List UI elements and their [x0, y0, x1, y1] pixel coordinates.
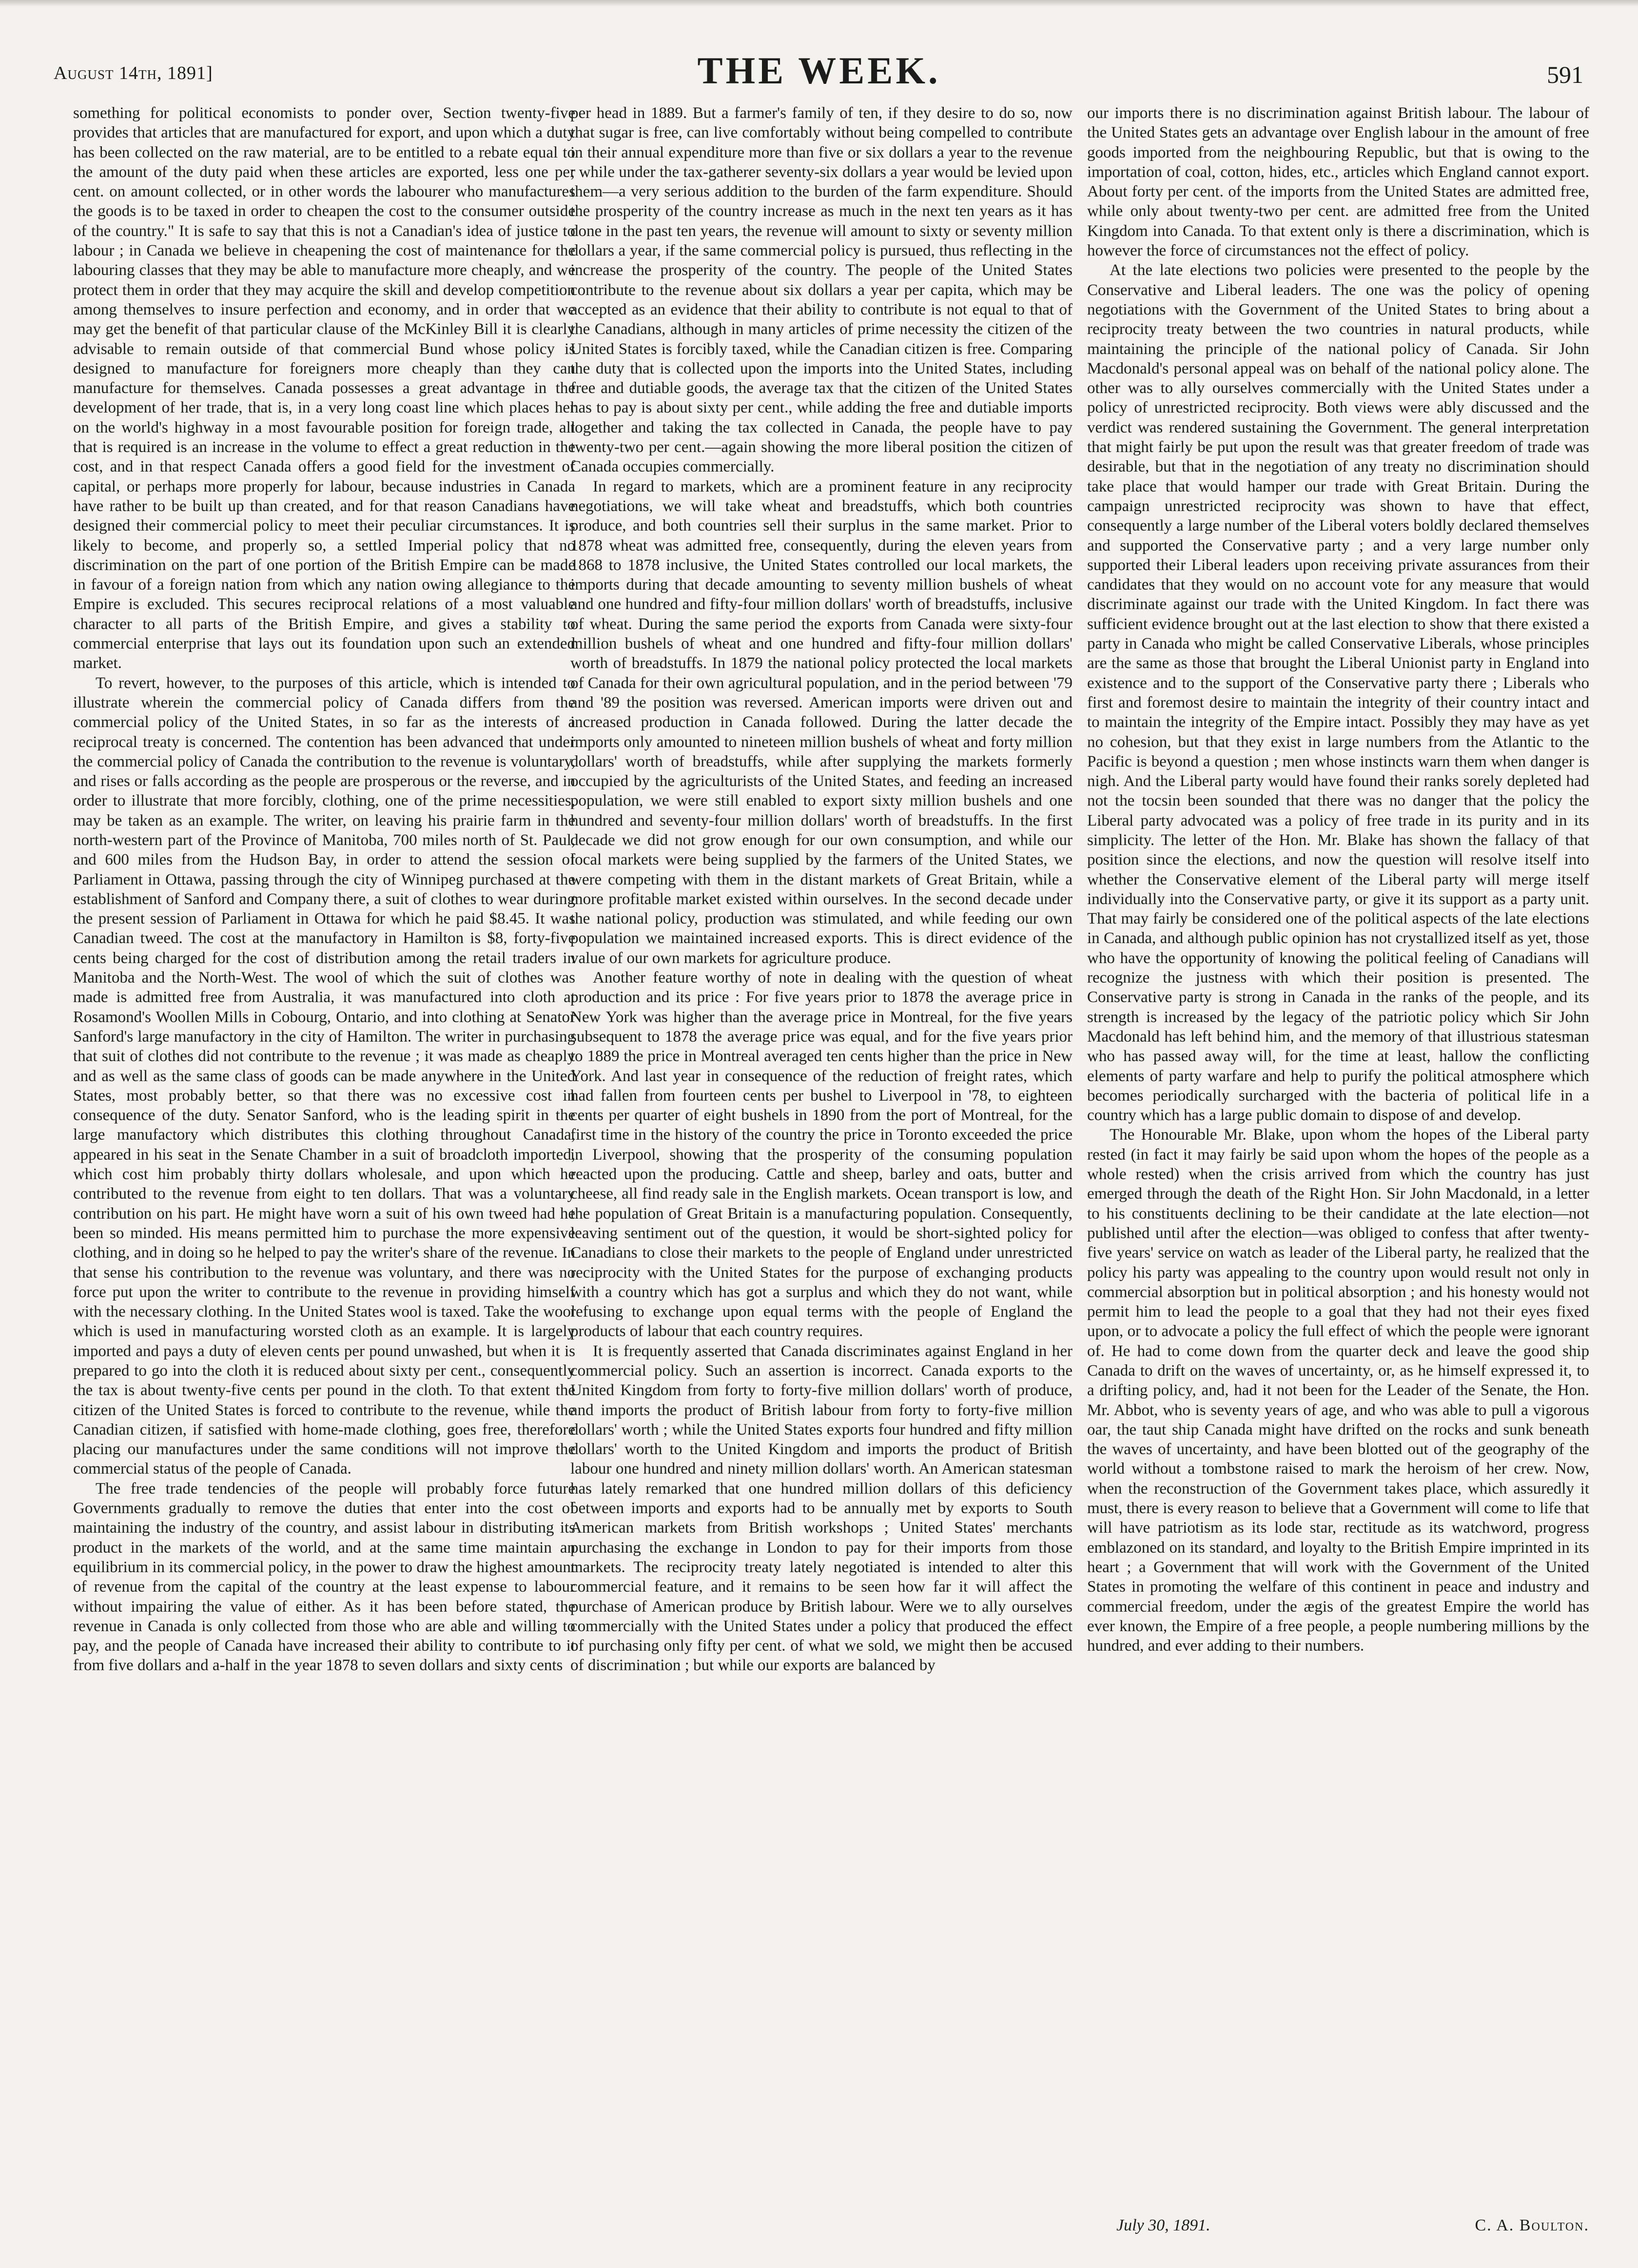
signature-author: C. A. Boulton.	[1475, 2216, 1589, 2234]
scan-edge	[0, 0, 1638, 7]
paragraph: our imports there is no discrimination against British labour. The labour of the United States gets an advantage over English labour in the amount of free goods imported from the neighbouring Republic, but that is owing to the importation of coal, cotton, hides, etc., articles which England cannot export. About forty per cent. of the imports from the United States are admitted free, while only about twenty-two per cent. are admitted free from the United Kingdom into Canada. To that extent only is there a discrimination, which is however the force of circumstances not the effect of policy.	[1087, 104, 1589, 260]
paragraph: To revert, however, to the purposes of this article, which is intended to illustrate wherein the commercial policy of Canada differs from the commercial policy of the United States, in so far as the interests of a reciprocal treaty is concerned. The contention has been advanced that under the commercial policy of Canada the contribution to the revenue is voluntary, and rises or falls according as the people are prosperous or the reverse, and in order to illustrate that more forcibly, clothing, one of the prime necessities, may be taken as an example. The writer, on leaving his prairie farm in the north-western part of the Province of Manitoba, 700 miles north of St. Paul, and 600 miles from the Hudson Bay, in order to attend the session of Parliament in Ottawa, passing through the city of Winnipeg purchased at the establishment of Sanford and Company there, a suit of clothes to wear during the present session of Parliament in Ottawa for which he paid $8.45. It was Canadian tweed. The cost at the manufactory in Hamilton is $8, forty-five cents being charged for the cost of distribution among the retail traders in Manitoba and the North-West. The wool of which the suit of clothes was made is admitted free from Australia, it was manufactured into cloth at Rosamond's Woollen Mills in Cobourg, Ontario, and into clothing at Senator Sanford's large manufactory in the city of Hamilton. The writer in purchasing that suit of clothes did not contribute to the revenue ; it was made as cheaply and as well as the same class of goods can be made anywhere in the United States, most probably better, so that there was no excessive cost in consequence of the duty. Senator Sanford, who is the leading spirit in the large manufactory which distributes this clothing throughout Canada, appeared in his seat in the Senate Chamber in a suit of broadcloth imported, which cost him probably thirty dollars wholesale, and upon which he contributed to the revenue from eight to ten dollars. That was a voluntary contribution on his part. He might have worn a suit of his own tweed had he been so minded. His means permitted him to purchase the more expensive clothing, and in doing so he helped to pay the writer's share of the revenue. In that sense his contribution to the revenue was voluntary, and there was no force put upon the writer to contribute to the revenue in providing himself with the necessary clothing. In the United States wool is taxed. Take the wool which is used in manufacturing worsted cloth as an example. It is largely imported and pays a duty of eleven cents per pound unwashed, but when it is prepared to go into the cloth it is reduced about sixty per cent., consequently the tax is about twenty-five cents per pound in the cloth. To that extent the citizen of the United States is forced to contribute to the revenue, while the Canadian citizen, if satisfied with home-made clothing, goes free, therefore placing our manufactures under the same conditions will not improve the commercial status of the people of Canada.	[73, 674, 575, 1478]
paragraph: The free trade tendencies of the people will probably force future Governments gradually to remove the duties that enter into the cost of maintaining the industry of the country, and assist labour in distributing its product in the markets of the world, and at the same time maintain an equilibrium in its commercial policy, in the power to draw the highest amount of revenue from the capital of the country at the least expense to labour without impairing the value of either. As it has been before stated, the revenue in Canada is only collected from those who are able and willing to pay, and the people of Canada have increased their ability to contribute to it from five dollars and a-half in the year 1878 to seven dollars and sixty cents	[73, 1479, 575, 1675]
paragraph: Another feature worthy of note in dealing with the question of wheat production and its price : For five years prior to 1878 the average price in New York was higher than the average price in Montreal, for the five years subsequent to 1878 the average price was equal, and for the five years prior to 1889 the price in Montreal averaged ten cents higher than the price in New York. And last year in consequence of the reduction of freight rates, which had fallen from fourteen cents per bushel to Liverpool in '78, to eighteen cents per quarter of eight bushels in 1890 from the port of Montreal, for the first time in the history of the country the price in Toronto exceeded the price in Liverpool, showing that the prosperity of the consuming population reacted upon the producing. Cattle and sheep, barley and oats, butter and cheese, all find ready sale in the English markets. Ocean transport is low, and the population of Great Britain is a manufacturing population. Consequently, leaving sentiment out of the question, it would be short-sighted policy for Canadians to close their markets to the people of England under unrestricted reciprocity with the United States for the purpose of exchanging products with a country which has got a surplus and which they do not want, while refusing to exchange upon equal terms with the people of England the products of labour that each country requires.	[570, 969, 1072, 1341]
column-3	[1087, 103, 1589, 1656]
page-number: 591	[1547, 61, 1583, 88]
article-signature	[1087, 2216, 1589, 2241]
paragraph: At the late elections two policies were presented to the people by the Conservative and Liberal leaders. The one was the policy of opening negotiations with the Government of the United States to bring about a reciprocity treaty between the two countries in natural products, while maintaining the principle of the national policy of Canada. Sir John Macdonald's personal appeal was on behalf of the national policy alone. The other was to ally ourselves commercially with the United States under a policy of unrestricted reciprocity. Both views were ably discussed and the verdict was rendered sustaining the Government. The general interpretation that might fairly be put upon the result was that greater freedom of trade was desirable, but that in the negotiation of any treaty no discrimination should take place that would hamper our trade with Great Britain. During the campaign unrestricted reciprocity was shown to have that effect, consequently a large number of the Liberal voters boldly declared themselves and supported the Conservative party ; and a very large number only supported their Liberal leaders upon receiving private assurances from their candidates that they would on no account vote for any measure that would discriminate against our trade with the United Kingdom. In fact there was sufficient evidence brought out at the last election to show that there existed a party in Canada who might be called Conservative Liberals, whose principles are the same as those that brought the Liberal Unionist party in England into existence and to the support of the Conservative party there ; Liberals who first and foremost desire to maintain the integrity of their country intact and to maintain the integrity of the Empire intact. Possibly they may have as yet no cohesion, but that they exist in large numbers from the Atlantic to the Pacific is beyond a question ; men whose instincts warn them when danger is nigh. And the Liberal party would have found their ranks sorely depleted had not the tocsin been sounded that there was no danger that the policy the Liberal party advocated was a policy of free trade in its purity and in its simplicity. The letter of the Hon. Mr. Blake has shown the fallacy of that position since the elections, and now the question will resolve itself into whether the Conservative element of the Liberal party will merge itself individually into the Conservative party, or give it its support as a party unit. That may fairly be considered one of the political aspects of the late elections in Canada, and although public opinion has not crystallized itself as yet, those who have the opportunity of knowing the political feeling of Canadians will recognize the justness with which their position is presented. The Conservative party is strong in Canada in the ranks of the people, and its strength is increased by the legacy of the patriotic policy which Sir John Macdonald has left behind him, and the memory of that illustrious statesman who has passed away will, for the time at least, hallow the conflicting elements of party warfare and help to purify the political atmosphere which becomes periodically surcharged with the bacteria of political life in a country which has a large public domain to dispose of and develop.	[1087, 261, 1589, 1124]
paragraph: The Honourable Mr. Blake, upon whom the hopes of the Liberal party rested (in fact it may fairly be said upon whom the hopes of the people as a whole rested) when the crisis arrived from which the country has just emerged through the death of the Right Hon. Sir John Macdonald, in a letter to his constituents declining to be their candidate at the late election—not published until after the election—was obliged to confess that after twenty-five years' service on watch as leader of the Liberal party, he realized that the policy his party was appealing to the country upon would result not only in commercial absorption but in political absorption ; and his honesty would not permit him to lead the people to a goal that they had not their eyes fixed upon, or to advocate a policy the full effect of which the people were ignorant of. He had to come down from the quarter deck and leave the good ship Canada to drift on the waves of uncertainty, or, as he himself expressed it, to a drifting policy, and, had it not been for the Leader of the Senate, the Hon. Mr. Abbot, who is seventy years of age, and who was able to pull a vigorous oar, the taut ship Canada might have drifted on the rocks and sunk beneath the waves of uncertainty, and have been blotted out of the geography of the world without a tombstone raised to mark the heroism of her crew. Now, when the reconstruction of the Government takes place, which assuredly it must, there is every reason to believe that a Government will come to life that will have patriotism as its lode star, rectitude as its watchword, progress emblazoned on its standard, and loyalty to the British Empire imprinted in its heart ; a Government that will work with the Government of the United States in promoting the welfare of this continent in peace and industry and commercial freedom, under the ægis of the greatest Empire the world has ever known, the Empire of a free people, a people numbering millions by the hundred, and ever adding to their numbers.	[1087, 1126, 1589, 1655]
publication-title: THE WEEK.	[697, 49, 941, 92]
paragraph: per head in 1889. But a farmer's family of ten, if they desire to do so, now that sugar is free, can live comfortably without being compelled to contribute in their annual expenditure more than five or six dollars a year to the revenue ; while under the tax-gatherer seventy-six dollars a year would be levied upon them—a very serious addition to the burden of the farm expenditure. Should the prosperity of the country increase as much in the next ten years as it has done in the past ten years, the revenue will amount to sixty or seventy million dollars a year, if the same commercial policy is pursued, thus reflecting in the increase the prosperity of the country. The people of the United States contribute to the revenue about six dollars a year per capita, which may be accepted as an evidence that their ability to contribute is not equal to that of the Canadians, although in many articles of prime necessity the citizen of the United States is forcibly taxed, while the Canadian citizen is free. Comparing the duty that is collected upon the imports into the United States, including free and dutiable goods, the average tax that the citizen of the United States has to pay is about sixty per cent., while adding the free and dutiable imports together and taking the tax collected in Canada, the people have to pay twenty-two per cent.—again showing the more liberal position the citizen of Canada occupies commercially.	[570, 104, 1072, 476]
issue-date: August 14th, 1891]	[54, 63, 213, 83]
paragraph: It is frequently asserted that Canada discriminates against England in her commercial policy. Such an assertion is incorrect. Canada exports to the United Kingdom from forty to forty-five million dollars' worth of produce, and imports the product of British labour from forty to forty-five million dollars' worth ; while the United States exports four hundred and fifty million dollars' worth to the United Kingdom and imports the product of British labour one hundred and ninety million dollars' worth. An American statesman has lately remarked that one hundred million dollars of this deficiency between imports and exports had to be annually met by exports to South American markets from British workshops ; United States' merchants purchasing the exchange in London to pay for their imports from those markets. The reciprocity treaty lately negotiated is intended to alter this commercial feature, and it remains to be seen how far it will affect the purchase of American produce by British labour. Were we to ally ourselves commercially with the United States under a policy that produced the effect of purchasing only fifty per cent. of what we sold, we might then be accused of discrimination ; but while our exports are balanced by	[570, 1342, 1072, 1675]
running-head	[0, 49, 1638, 102]
column-1	[73, 103, 575, 1676]
paragraph: something for political economists to ponder over, Section twenty-five provides that articles that are manufactured for export, and upon which a duty has been collected on the raw material, are to be entitled to a rebate equal to the amount of the duty paid when these articles are exported, less one per cent. on amount collected, or in other words the labourer who manufactures the goods is to be taxed in order to cheapen the cost to the consumer outside of the country." It is safe to say that this is not a Canadian's idea of justice to labour ; in Canada we believe in cheapening the cost of maintenance for the labouring classes that they may be able to manufacture more cheaply, and we protect them in order that they may acquire the skill and develop competition among themselves to insure perfection and economy, and in order that we may get the benefit of that particular clause of the McKinley Bill it is clearly advisable to remain outside of that commercial Bund whose policy is designed to manufacture for foreigners more cheaply than they can manufacture for themselves. Canada possesses a great advantage in the development of her trade, that is, in a very long coast line which places her on the world's highway in a most favourable position for foreign trade, all that is required is an increase in the volume to effect a great reduction in the cost, and in that respect Canada offers a good field for the investment of capital, or perhaps more properly for labour, because industries in Canada have rather to be built up than created, and for that reason Canadians have designed their commercial policy to meet their peculiar circumstances. It is likely to become, and properly so, a settled Imperial policy that no discrimination on the part of one portion of the British Empire can be made in favour of a foreign nation from which any nation owing allegiance to the Empire is excluded. This secures reciprocal relations of a most valuable character to all parts of the British Empire, and gives a stability to commercial enterprise that lays out its foundation upon such an extended market.	[73, 104, 575, 672]
column-2	[570, 103, 1072, 1676]
signature-date: July 30, 1891.	[1116, 2216, 1210, 2234]
paragraph: In regard to markets, which are a prominent feature in any reciprocity negotiations, we will take wheat and breadstuffs, which both countries produce, and both countries sell their surplus in the same market. Prior to 1878 wheat was admitted free, consequently, during the eleven years from 1868 to 1878 inclusive, the United States controlled our local markets, the imports during that decade amounting to seventy million bushels of wheat and one hundred and fifty-four million dollars' worth of breadstuffs, inclusive of wheat. During the same period the exports from Canada were sixty-four million bushels of wheat and one hundred and fifty-four million dollars' worth of breadstuffs. In 1879 the national policy protected the local markets of Canada for their own agricultural population, and in the period between '79 and '89 the position was reversed. American imports were driven out and increased production in Canada followed. During the latter decade the imports only amounted to nineteen million bushels of wheat and forty million dollars' worth of breadstuffs, while after supplying the markets formerly occupied by the agriculturists of the United States, and feeding an increased population, we were still enabled to export sixty million bushels and one hundred and seventy-four million dollars' worth of breadstuffs. In the first decade we did not grow enough for our own consumption, and while our local markets were being supplied by the farmers of the United States, we were competing with them in the distant markets of Great Britain, while a more profitable market existed within ourselves. In the second decade under the national policy, production was stimulated, and while feeding our own population we maintained increased exports. This is direct evidence of the value of our own markets for agriculture produce.	[570, 477, 1072, 967]
